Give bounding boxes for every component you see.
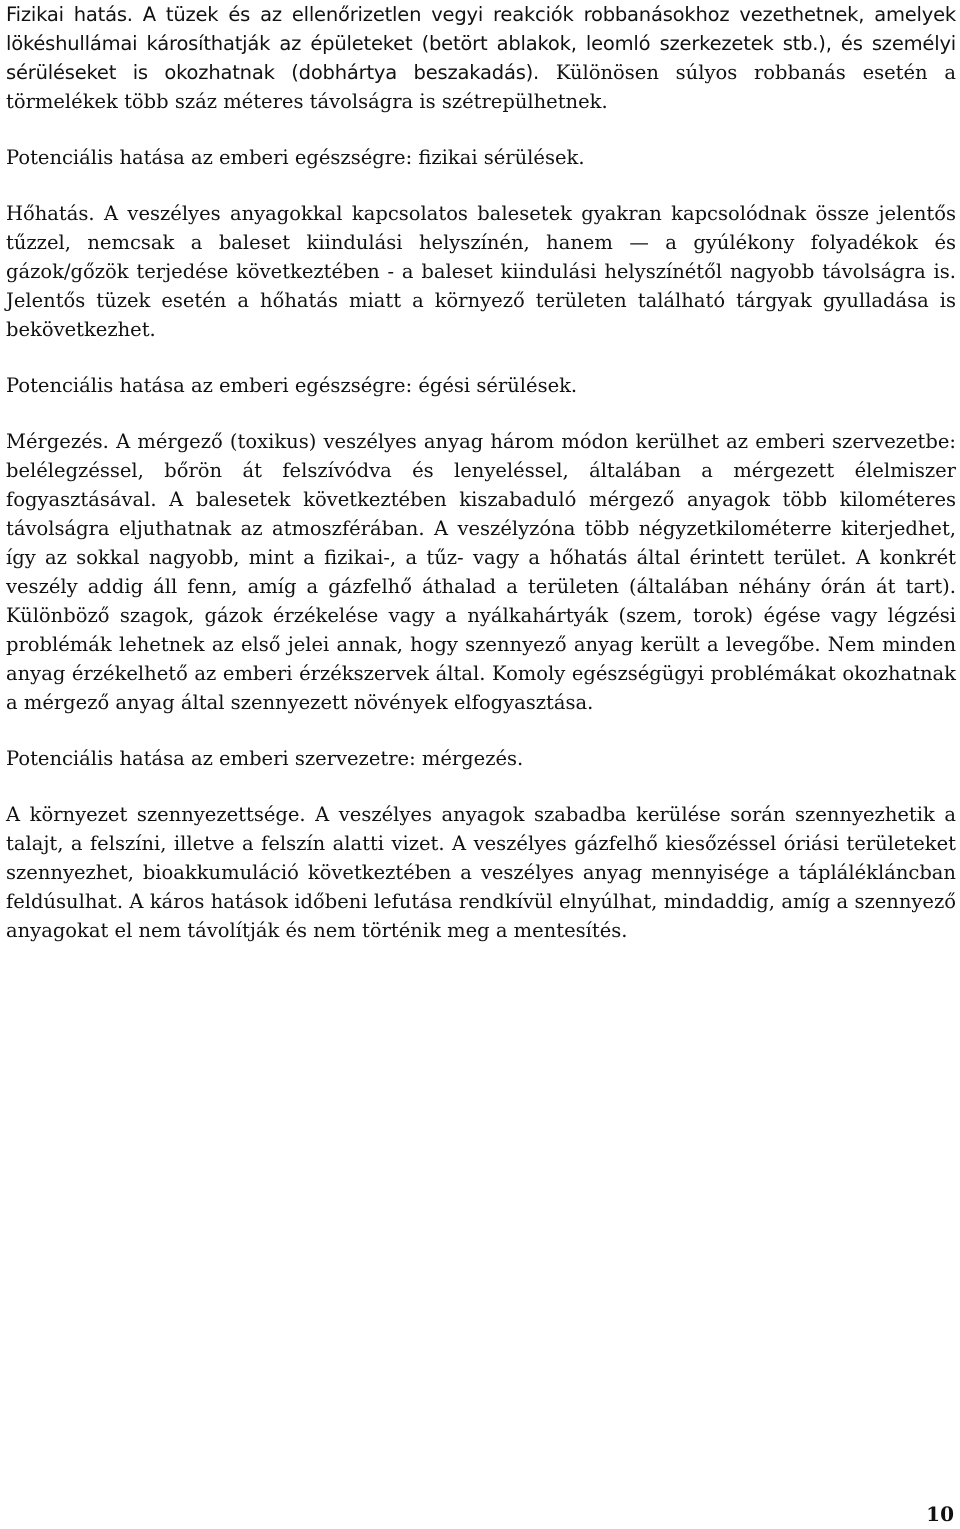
potential-effect-burn: Potenciális hatása az emberi egészségre: égési sérülések. — [6, 374, 578, 397]
paragraph-hohatas — [6, 199, 956, 344]
paragraph-heading-kornyezet: A környezet szennyezettsége. — [6, 803, 306, 826]
paragraph-kornyezet — [6, 800, 956, 945]
paragraph-body-kornyezet: A veszélyes anyagok szabadba kerülése során szennyezhetik a talajt, a felszíni, illetve a felszín alatti vizet. A veszélyes gázfelhő kiesőzéssel óriási területeket szennyezhet, bioakkumuláció következtében a veszélyes anyag mennyisége a táplálékláncban feldúsulhat. A káros hatások időbeni lefutása rendkívül elnyúlhat, mindaddig, amíg a szennyező anyagokat el nem távolítják és nem történik meg a mentesítés. — [6, 803, 956, 942]
potential-effect-poisoning: Potenciális hatása az emberi szervezetre: mérgezés. — [6, 747, 524, 770]
paragraph-heading-hohatas: Hőhatás. — [6, 202, 95, 225]
page-number: 10 — [926, 1502, 954, 1526]
paragraph-body-mergezes: A mérgező (toxikus) veszélyes anyag három módon kerülhet az emberi szervezetbe: belélegzéssel, bőrön át felszívódva és lenyeléssel, általában a mérgezett élelmiszer fogyasztásával. A balesetek következtében kiszabaduló mérgező anyagok több kilométeres távolságra eljuthatnak az atmoszférában. A veszélyzóna több négyzetkilométerre kiterjedhet, így az sokkal nagyobb, mint a fizikai-, a tűz- vagy a hőhatás által érintett terület. A konkrét veszély addig áll fenn, amíg a gázfelhő áthalad a területen (általában néhány órán át tart). Különböző szagok, gázok érzékelése vagy a nyálkahártyák (szem, torok) égése vagy légzési problémák lehetnek az első jelei annak, hogy szennyező anyag került a levegőbe. Nem minden anyag érzékelhető az emberi érzékszervek által. Komoly egészségügyi problémákat okozhatnak a mérgező anyag által szennyezett növények elfogyasztása. — [6, 430, 956, 714]
paragraph-mergezes — [6, 427, 956, 717]
paragraph-heading-mergezes: Mérgezés. — [6, 430, 109, 453]
paragraph-body-hohatas: A veszélyes anyagokkal kapcsolatos balesetek gyakran kapcsolódnak össze jelentős tűzzel, nemcsak a baleset kiindulási helyszínén, hanem — a gyúlékony folyadékok és gázok/gőzök terjedése következtében - a baleset kiindulási helyszínétől nagyobb távolságra is. Jelentős tüzek esetén a hőhatás miatt a környező területen található tárgyak gyulladása is bekövetkezhet. — [6, 202, 956, 341]
paragraph-fizikai-hatas — [6, 0, 956, 116]
paragraph-heading-fizikai: Fizikai hatás. — [6, 3, 133, 26]
potential-effect-physical: Potenciális hatása az emberi egészségre: fizikai sérülések. — [6, 146, 585, 169]
paragraph-body-fizikai-serif: Különösen súlyos robbanás esetén a törmelékek több száz méteres távolságra is szétrepülhetnek. — [6, 61, 956, 113]
document-page — [6, 0, 956, 945]
paragraph-body-fizikai-sans: A tüzek és az ellenőrizetlen vegyi reakciók robbanásokhoz vezethetnek, amelyek lökéshullámai károsíthatják az épületeket (betört ablakok, leomló szerkezetek stb.), és személyi sérüléseket is okozhatnak (dobhártya beszakadás). — [6, 3, 956, 84]
